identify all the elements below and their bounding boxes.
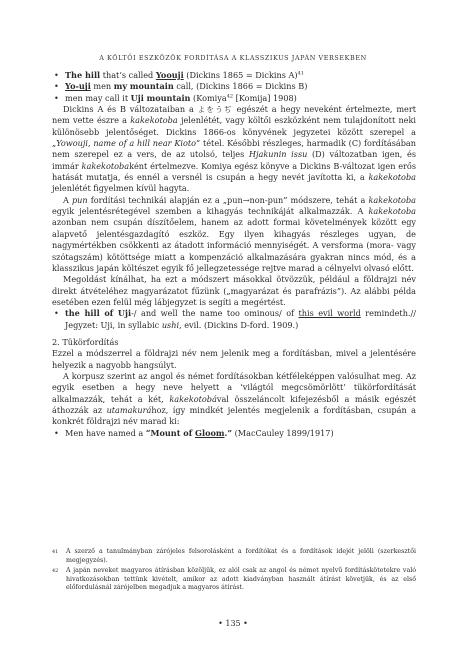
paragraph: Ezzel a módszerrel a földrajzi név nem jelenik meg a fordításban, mivel a jelentésére helyezik a nagyobb hangsúlyt. bbox=[52, 348, 416, 370]
example-list-3 bbox=[52, 428, 416, 439]
footnote: 42 A japán neveket magyaros átírásban közöljük, ez alól csak az angol és német nyelvű fordításkötetekre való hivatkozásokban tettünk kivételt, amikor az adott kiadványban használt átírást követjük, és az első előfordulásnál zárójelben megadjuk a magyaros átírást. bbox=[52, 567, 416, 591]
footnote-ref: 41 bbox=[297, 70, 304, 77]
list-item: • men may call it Uji mountain (Komiya$^{42}$ [Komija] 1908) bbox=[52, 93, 416, 104]
paragraph: Dickins A és B változataiban a よをうぢ egészét a hegy neveként értelmezte, mert nem vette észre a kakekotoba jelenlétét, vagy költői eszközként nem tulajdonított neki különösebb jelentőséget. Dickins 1866-os könyvének jegyzetei között szerepel a „Yowouji, name of a hill near Kioto” tétel. Későbbi részleges, harmadik (C) fordításában nem szerepel ez a vers, de az utolsó, teljes Hjakunin issu (D) változatban igen, és immár kakekotobaként értelmezve. Komiya egész könyve a Dickins B-változat igen erős hatását mutatja, és ennél a versnél is csupán a hegy nevét javította ki, a kakekotoba jelenlétét figyelmen kívül hagyta. bbox=[52, 104, 417, 194]
main-text bbox=[52, 70, 416, 439]
page-number: • 135 • bbox=[218, 619, 248, 628]
list-item: • Men have named a “Mount of Gloom.” (MacCauley 1899/1917) bbox=[52, 428, 416, 439]
japanese-text: よをうぢ bbox=[197, 105, 233, 115]
list-item: • The hill that’s called Yoouji (Dickins 1865 = Dickins A)$^{41}$ bbox=[52, 70, 416, 81]
footnote: 41 A szerző a tanulmányban zárójeles felsorolásként a fordítókat és a fordítások idejét jelöli (szerkesztői megjegyzés). bbox=[52, 548, 416, 564]
example-list-1 bbox=[52, 70, 416, 104]
footnotes bbox=[52, 548, 416, 595]
section-heading: 2. Tükörfordítás bbox=[52, 336, 119, 347]
paragraph: Megoldást kínálhat, ha ezt a módszert másokkal ötvözzük, például a földrajzi név direkt átvételéhez magyarázatot fűzünk („magyarázat és parafrázis”). Az alábbi példa esetében ezen felül még lábjegyzet is segíti a megértést. bbox=[52, 274, 416, 307]
list-item: • Yo-uji men my mountain call, (Dickins 1866 = Dickins B) bbox=[52, 81, 416, 92]
footnote-ref: 42 bbox=[226, 92, 234, 99]
running-head: A KÖLTŐI ESZKÖZÖK FORDÍTÁSA A KLASSZIKUS JAPÁN VERSEKBEN bbox=[99, 54, 367, 62]
paragraph: A pun fordítási technikái alapján ez a „pun→non-pun” módszere, tehát a kakekotoba egyik jelentésrétegével szemben a kihagyás technikáját alkalmazzák. A kakekotoba azonban nem csupán díszítőelem, hanem az adott formai követelmények között egy alapvető jelentésgazdagító eszköz. Egy ilyen kihagyás részleges ugyan, de nagymértékben csökkenti az átadott információ mennyiségét. A versforma (mora- vagy szótagszám) kötöttsége miatt a kompenzáció alkalmazására gyakran nincs mód, és a klasszikus japán költészet egyik fő jellegzetessége rejtve marad a célnyelvi olvasó előtt. bbox=[52, 194, 416, 273]
example-list-2 bbox=[52, 308, 416, 331]
paragraph: A korpusz szerint az angol és német fordításokban kétféleképpen valósulhat meg. Az egyik esetben a hegy neve helyett a ‘világtól megcsömörlött’ tükörfordítását alkalmazzák, tehát a két, kakekotobával összeláncolt kifejezésből a másik egészét áthozzák az utamakurához, így mindkét jelentés megjelenik a fordításban, csupán a konkrét földrajzi név marad ki: bbox=[52, 370, 416, 427]
list-item: • the hill of Uji-/ and well the name too ominous/ of this evil world remindeth.// Jegyzet: Uji, in syllabic ushi, evil. (Dickins D-ford. 1909.) bbox=[52, 308, 416, 331]
